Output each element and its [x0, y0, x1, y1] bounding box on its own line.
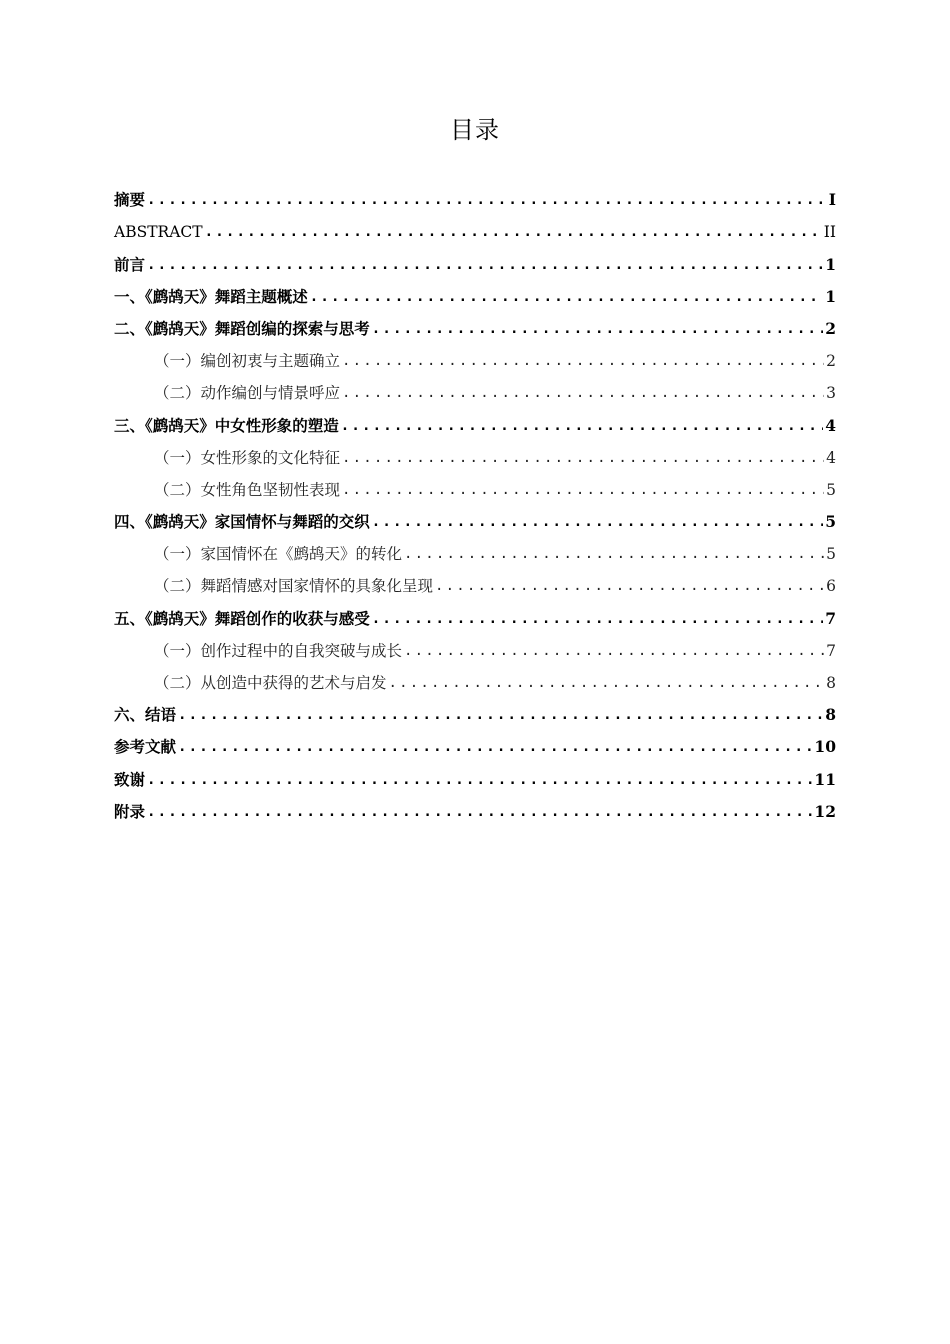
toc-entry-text: 摘要 — [114, 190, 146, 210]
toc-entry-text: 致谢 — [114, 769, 146, 789]
toc-entry-page: 8 — [825, 705, 836, 725]
toc-entry-page: 1 — [825, 254, 836, 274]
page-title: 目录 — [450, 116, 500, 144]
toc-entry-text: （二）女性角色坚韧性表现 — [154, 480, 341, 499]
toc-subentry[interactable] — [114, 532, 836, 564]
toc-subentry[interactable] — [114, 629, 836, 661]
toc-entry-text: 五、《鹧鸪天》舞蹈创作的收获与感受 — [114, 608, 370, 628]
toc-entry[interactable] — [114, 210, 836, 242]
toc-subentry[interactable] — [114, 468, 836, 500]
toc-entry-page: 4 — [826, 448, 836, 467]
toc-leader-dots — [147, 255, 823, 275]
toc-leader-dots — [178, 737, 812, 757]
toc-entry-text: 六、结语 — [114, 705, 177, 725]
toc-entry[interactable] — [114, 757, 836, 789]
toc-leader-dots — [372, 512, 823, 532]
toc-entry[interactable] — [114, 403, 836, 435]
toc-entry-page: 12 — [814, 801, 836, 821]
toc-entry[interactable] — [114, 500, 836, 532]
toc-entry-text: （一）女性形象的文化特征 — [154, 448, 341, 467]
toc-entry-page: 10 — [814, 737, 836, 757]
toc-entry[interactable] — [114, 725, 836, 757]
toc-entry-text: 一、《鹧鸪天》舞蹈主题概述 — [114, 286, 308, 306]
toc-entry-text: 附录 — [114, 801, 146, 821]
toc-entry[interactable] — [114, 275, 836, 307]
toc-entry-text: 二、《鹧鸪天》舞蹈创编的探索与思考 — [114, 318, 370, 338]
toc-entry-text: （一）创作过程中的自我突破与成长 — [154, 641, 403, 660]
toc-leader-dots — [389, 673, 825, 693]
toc-entry[interactable] — [114, 242, 836, 274]
toc-entry-page: 5 — [826, 480, 836, 499]
toc-entry-text: 参考文献 — [114, 737, 177, 757]
toc-leader-dots — [205, 222, 822, 242]
toc-entry-page: 11 — [814, 769, 836, 789]
toc-leader-dots — [435, 576, 824, 596]
toc-leader-dots — [147, 190, 827, 210]
toc-leader-dots — [404, 641, 824, 661]
toc-entry-page: 5 — [825, 512, 836, 532]
toc-entry-text: （一）编创初衷与主题确立 — [154, 352, 341, 371]
toc-entry-text: （二）动作编创与情景呼应 — [154, 384, 341, 403]
toc-entry-page: I — [828, 190, 836, 210]
toc-entry-text: （二）从创造中获得的艺术与启发 — [154, 674, 387, 692]
toc-leader-dots — [342, 448, 824, 468]
toc-subentry[interactable] — [114, 371, 836, 403]
toc-subentry[interactable] — [114, 661, 836, 693]
toc-entry-page: 2 — [825, 318, 836, 338]
toc-leader-dots — [372, 319, 823, 339]
toc-leader-dots — [372, 609, 823, 629]
toc-entry-page: 8 — [826, 674, 836, 692]
toc-entry-text: 前言 — [114, 254, 146, 274]
toc-leader-dots — [341, 416, 823, 436]
toc-entry[interactable] — [114, 596, 836, 628]
toc-entry[interactable] — [114, 693, 836, 725]
table-of-contents — [114, 178, 836, 822]
toc-entry[interactable] — [114, 307, 836, 339]
toc-entry-page: 1 — [825, 286, 836, 306]
toc-entry-text: 四、《鹧鸪天》家国情怀与舞蹈的交织 — [114, 512, 370, 532]
toc-leader-dots — [310, 287, 823, 307]
toc-leader-dots — [147, 770, 812, 790]
toc-leader-dots — [342, 351, 824, 371]
toc-leader-dots — [342, 383, 824, 403]
toc-entry-page: 6 — [826, 577, 836, 596]
toc-entry-page: II — [823, 223, 836, 242]
toc-entry[interactable] — [114, 790, 836, 822]
toc-leader-dots — [342, 480, 824, 500]
toc-entry[interactable] — [114, 178, 836, 210]
toc-entry-text: （二）舞蹈情感对国家情怀的具象化呈现 — [154, 577, 434, 596]
toc-entry-page: 3 — [826, 384, 836, 403]
toc-entry-page: 7 — [825, 608, 836, 628]
toc-entry-text: 三、《鹧鸪天》中女性形象的塑造 — [114, 415, 339, 435]
toc-leader-dots — [404, 544, 824, 564]
toc-entry-page: 7 — [826, 641, 836, 660]
toc-entry-text: （一）家国情怀在《鹧鸪天》的转化 — [154, 545, 403, 564]
toc-subentry[interactable] — [114, 564, 836, 596]
toc-entry-page: 5 — [826, 545, 836, 564]
toc-subentry[interactable] — [114, 436, 836, 468]
toc-subentry[interactable] — [114, 339, 836, 371]
toc-entry-text: ABSTRACT — [114, 223, 203, 242]
toc-entry-page: 2 — [826, 352, 836, 371]
toc-leader-dots — [147, 802, 812, 822]
toc-leader-dots — [178, 705, 823, 725]
toc-entry-page: 4 — [825, 415, 836, 435]
